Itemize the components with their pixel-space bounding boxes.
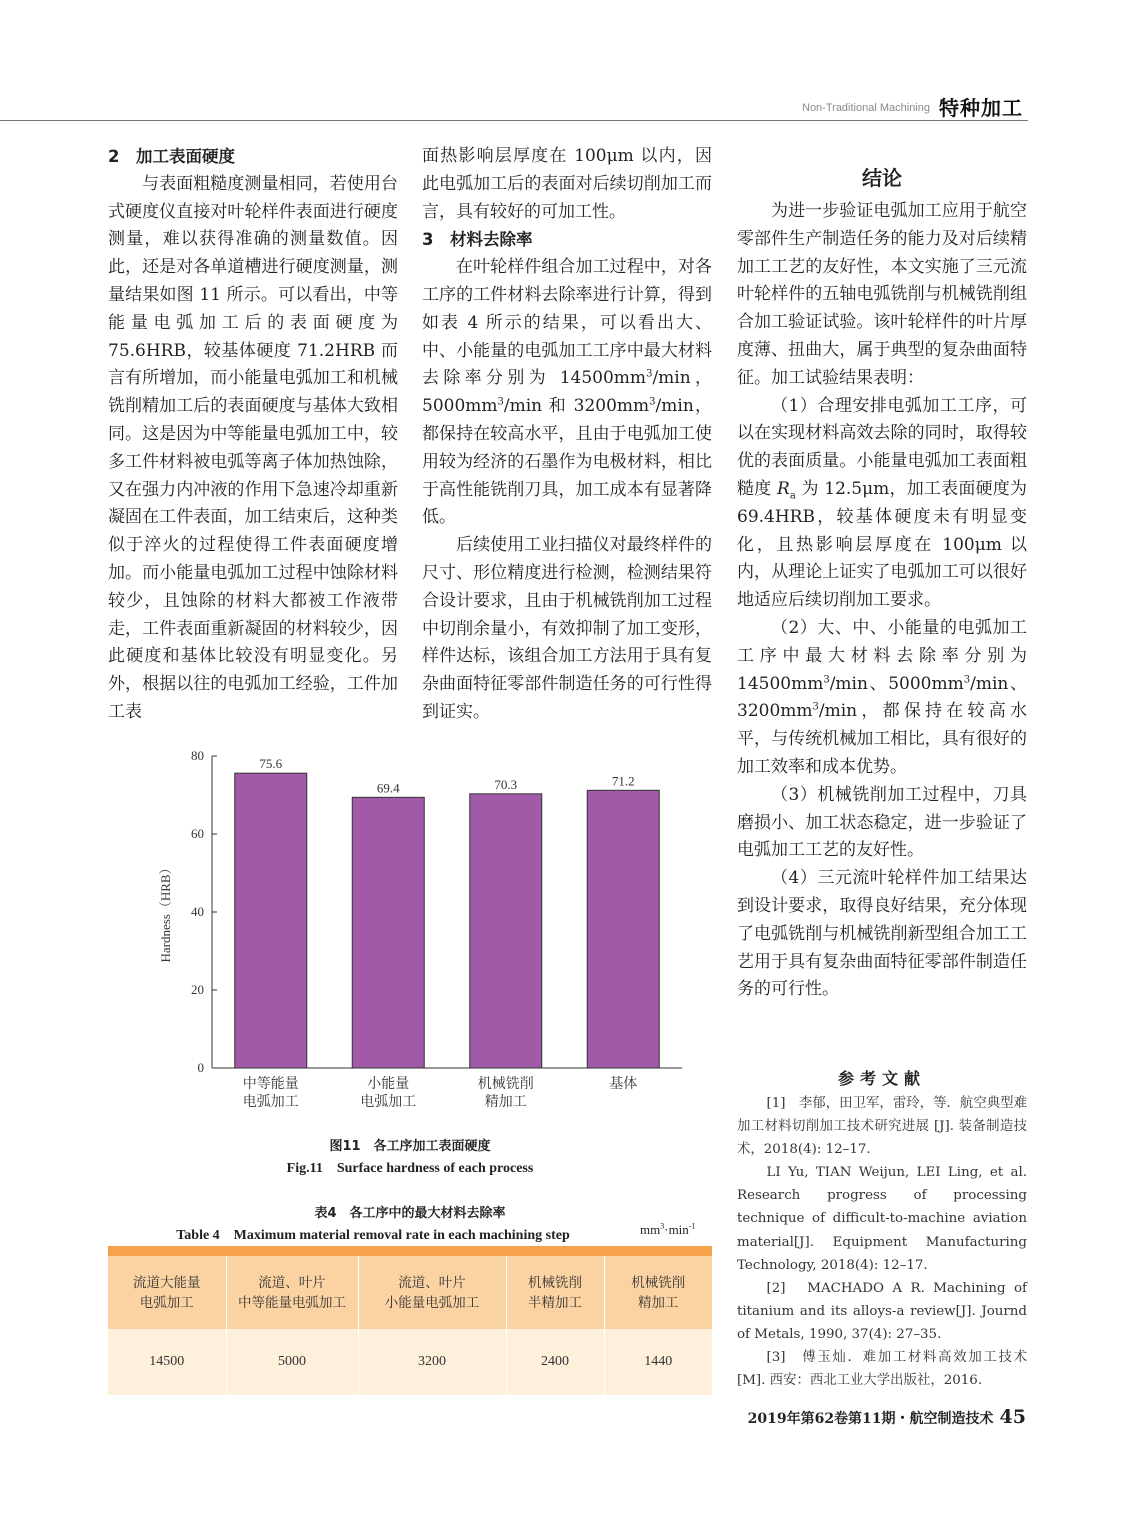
paragraph: 为进一步验证电弧加工应用于航空零部件生产制造任务的能力及对后续精加工工艺的友好性，本文实施了三元流叶轮样件的五轴电弧铣削与机械铣削组合加工验证试验。该叶轮样件的叶片厚度薄、扭曲大，属于典型的复杂曲面特征。加工试验结果表明：: [737, 201, 1027, 388]
table-header-row: [108, 1251, 712, 1329]
bar-value-label: 70.3: [494, 776, 518, 792]
running-header-en: Non-Traditional Machining: [802, 102, 930, 114]
text-column-2: [422, 143, 712, 727]
chart-svg: [150, 740, 690, 1130]
paragraph: 后续使用工业扫描仪对最终样件的尺寸、形位精度进行检测，检测结果符合设计要求，且由于机械铣削加工过程中切削余量小，有效抑制了加工变形，样件达标，该组合加工方法用于具有复杂曲面特征零部件制造任务的可行性得到证实。: [422, 535, 712, 722]
section-heading-3: 3 材料去除率: [422, 230, 533, 250]
section-heading-2: 2 加工表面硬度: [108, 147, 235, 166]
x-tick-label: 电弧加工: [242, 1094, 299, 1110]
paragraph: 面热影响层厚度在 100μm 以内，因此电弧加工后的表面对后续切削加工而言，具有较好的可加工性。: [422, 146, 712, 222]
y-tick-label: 20: [191, 982, 204, 997]
table-unit: $mm^3\cdot\min^{-1}$: [640, 1221, 696, 1237]
table-header-cell: 机械铣削 精加工: [604, 1251, 712, 1329]
hardness-bar-chart: [150, 740, 690, 1130]
page-number: 45: [999, 1406, 1026, 1428]
y-tick-label: 0: [197, 1060, 204, 1075]
y-tick-label: 60: [191, 826, 204, 841]
references-list: [737, 1092, 1027, 1392]
bar: [470, 794, 542, 1068]
table-header-cell: 流道、叶片 小能量电弧加工: [358, 1251, 506, 1329]
table-cell: 5000: [226, 1329, 358, 1395]
table-header-cell: 流道、叶片 中等能量电弧加工: [226, 1251, 358, 1329]
x-tick-label: 精加工: [484, 1094, 527, 1110]
page-footer: [720, 1406, 1026, 1428]
bar-value-label: 69.4: [376, 780, 400, 796]
conclusion-item-1: （1）合理安排电弧加工工序，可以在实现材料高效去除的同时，取得较优的表面质量。小能量电弧加工表面粗糙度 $R_a$ 为 12.5μm，加工表面硬度为 69.4HRB，较基体硬度未有明显变化，且热影响层厚度在 100μm 以内，从理论上证实了电弧加工可以很好地适应后续切削加工要求。: [737, 395, 1028, 611]
removal-rate-table: [108, 1246, 712, 1395]
reference-item: [2] MACHADO A R. Machining of titanium and its alloys-a review[J]. Journd of Metals, 1990, 37(4): 27–35.: [737, 1280, 1027, 1342]
text-column-1: [108, 143, 398, 727]
conclusion-item-3: （3）机械铣削加工过程中，刀具磨损小、加工状态稳定，进一步验证了电弧加工工艺的友好性。: [737, 784, 1027, 861]
figure-caption-en: Fig.11 Surface hardness of each process: [286, 1161, 534, 1176]
table-header-cell: 机械铣削 半精加工: [506, 1251, 604, 1329]
x-tick-label: 机械铣削: [477, 1076, 534, 1092]
x-tick-label: 基体: [609, 1076, 638, 1092]
table-cell: 14500: [108, 1329, 226, 1395]
text-column-3: [737, 198, 1027, 1004]
conclusion-item-4: （4）三元流叶轮样件加工结果达到设计要求，取得良好结果，充分体现了电弧铣削与机械铣削新型组合加工工艺用于具有复杂曲面特征零部件制造任务的可行性。: [737, 868, 1027, 1000]
header-rule: [0, 120, 1028, 121]
table-cell: 2400: [506, 1329, 604, 1395]
bar: [352, 797, 424, 1068]
conclusion-heading: 结论: [862, 166, 902, 190]
table-caption-zh: 表4 各工序中的最大材料去除率: [314, 1206, 506, 1221]
reference-item: [3] 傅玉灿．难加工材料高效加工技术 [M]. 西安：西北工业大学出版社，2016.: [737, 1350, 1027, 1389]
table-body: [108, 1329, 712, 1395]
y-tick-label: 80: [191, 748, 204, 763]
bar-value-label: 71.2: [611, 773, 635, 789]
x-tick-label: 电弧加工: [360, 1094, 417, 1110]
running-header-section: 特种加工: [939, 96, 1023, 120]
paragraph: 在叶轮样件组合加工过程中，对各工序的工件材料去除率进行计算，得到如表 4 所示的结果，可以看出大、中、小能量的电弧加工工序中最大材料去除率分别为 $14500mm^3/\min$，$5000mm^3/\min$ 和 $3200mm^3/\min$，都保持在较高水平，且由于电弧加工使用较为经济的石墨作为电极材料，相比于高性能铣削刀具，加工成本有显著降低。: [422, 257, 713, 528]
bar: [587, 790, 659, 1068]
references-heading: 参考文献: [837, 1069, 926, 1088]
reference-item: LI Yu, TIAN Weijun, LEI Ling, et al. Research progress of processing technique of difficult-to-machine aviation material[J]. Equipment Manufacturing Technology, 2018(4): 12–17.: [737, 1165, 1027, 1273]
x-tick-label: 小能量: [367, 1076, 410, 1092]
table-header-cell: 流道大能量 电弧加工: [108, 1251, 226, 1329]
table-caption-en: Table 4 Maximum material removal rate in each machining step: [176, 1228, 570, 1243]
reference-item: [1] 李郁，田卫军，雷玲，等．航空典型难加工材料切削加工技术研究进展 [J]. 装备制造技术，2018(4): 12–17.: [737, 1096, 1027, 1158]
paragraph: 与表面粗糙度测量相同，若使用台式硬度仪直接对叶轮样件表面进行硬度测量，难以获得准确的测量数值。因此，还是对各单道槽进行硬度测量，测量结果如图 11 所示。可以看出，中等能量电弧加工后的表面硬度为 75.6HRB，较基体硬度 71.2HRB 而言有所增加，而小能量电弧加工和机械铣削精加工后的表面硬度与基体大致相同。这是因为中等能量电弧加工中，较多工件材料被电弧等离子体加热蚀除，又在强力内冲液的作用下急速冷却重新凝固在工件表面，加工结束后，这种类似于淬火的过程使得工件表面硬度增加。而小能量电弧加工过程中蚀除材料较少，且蚀除的材料大都被工作液带走，工件表面重新凝固的材料较少，因此硬度和基体比较没有明显变化。另外，根据以往的电弧加工经验，工件加工表: [108, 173, 398, 722]
bar-value-label: 75.6: [259, 756, 283, 772]
table-row: [108, 1329, 712, 1395]
table-cell: 3200: [358, 1329, 506, 1395]
bar: [235, 773, 307, 1068]
y-tick-label: 40: [191, 904, 204, 919]
conclusion-item-2: （2）大、中、小能量的电弧加工工序中最大材料去除率分别为 $14500mm^3/\min$、$5000mm^3/\min$、$3200mm^3/\min$，都保持在较高水平，与传统机械加工相比，具有很好的加工效率和成本优势。: [737, 617, 1027, 777]
x-tick-label: 中等能量: [242, 1076, 299, 1092]
y-axis-label: Hardness（HRB）: [158, 861, 173, 963]
table-cell: 1440: [604, 1329, 712, 1395]
figure-caption-zh: 图11 各工序加工表面硬度: [329, 1139, 491, 1154]
journal-issue: 2019年第62卷第11期・航空制造技术: [747, 1411, 994, 1427]
